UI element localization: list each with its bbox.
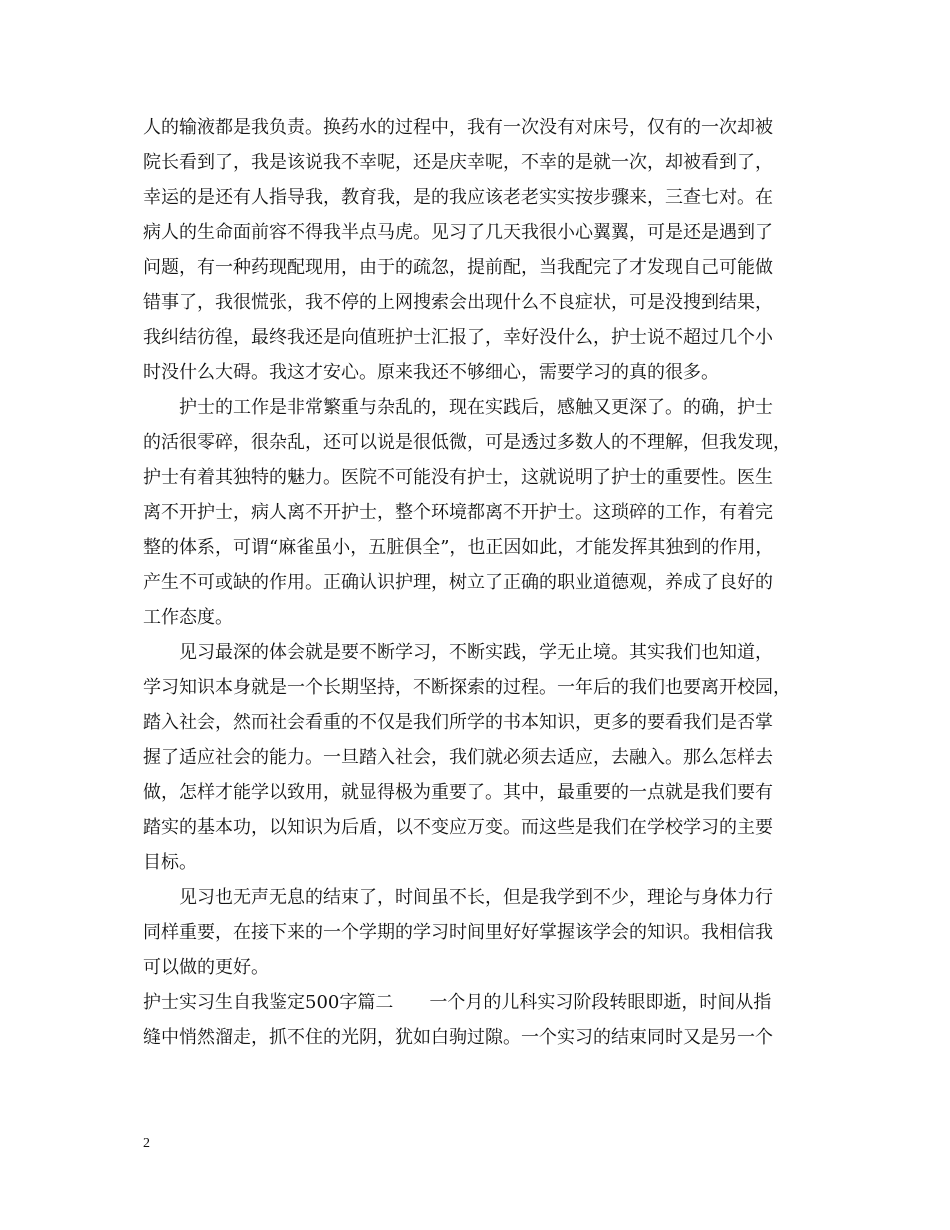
text-line: 病人的生命面前容不得我半点马虎。见习了几天我很小心翼翼，可是还是遇到了 — [143, 222, 773, 243]
text-line: 产生不可或缺的作用。正确认识护理，树立了正确的职业道德观，养成了良好的 — [143, 572, 773, 593]
text-line: 踏实的基本功，以知识为后盾，以不变应万变。而这些是我们在学校学习的主要 — [143, 817, 773, 838]
text-line: 同样重要，在接下来的一个学期的学习时间里好好掌握该学会的知识。我相信我 — [143, 922, 773, 943]
text-line: 学习知识本身就是一个长期坚持，不断探索的过程。一年后的我们也要离开校园， — [143, 677, 791, 698]
text-line: 时没什么大碍。我这才安心。原来我还不够细心，需要学习的真的很多。 — [143, 362, 719, 383]
text-line: 院长看到了，我是该说我不幸呢，还是庆幸呢，不幸的是就一次，却被看到了， — [143, 152, 773, 173]
text-line: 幸运的是还有人指导我，教育我，是的我应该老老实实按步骤来，三查七对。在 — [143, 187, 773, 208]
text-line: 做，怎样才能学以致用，就显得极为重要了。其中，最重要的一点就是我们要有 — [143, 782, 773, 803]
text-line: 人的输液都是我负责。换药水的过程中，我有一次没有对床号，仅有的一次却被 — [143, 117, 773, 138]
text-line: 握了适应社会的能力。一旦踏入社会，我们就必须去适应，去融入。那么怎样去 — [143, 747, 773, 768]
text-line: 整的体系，可谓“麻雀虽小，五脏俱全”，也正因如此，才能发挥其独到的作用， — [143, 537, 774, 558]
text-line: 的活很零碎，很杂乱，还可以说是很低微，可是透过多数人的不理解，但我发现， — [143, 432, 791, 453]
page-number: 2 — [143, 1136, 150, 1151]
paragraph-start: 见习也无声无息的结束了，时间虽不长，但是我学到不少，理论与身体力行 — [179, 887, 773, 908]
paragraph-start: 见习最深的体会就是要不断学习，不断实践，学无止境。其实我们也知道， — [179, 642, 773, 663]
paragraph-start: 护士的工作是非常繁重与杂乱的，现在实践后，感触又更深了。的确，护士 — [179, 397, 773, 418]
section-heading-line: 护士实习生自我鉴定500字篇二 一个月的儿科实习阶段转眼即逝，时间从指 — [143, 992, 772, 1013]
text-line: 工作态度。 — [143, 607, 233, 628]
text-line: 错事了，我很慌张，我不停的上网搜索会出现什么不良症状，可是没搜到结果， — [143, 292, 773, 313]
text-line: 缝中悄然溜走，抓不住的光阴，犹如白驹过隙。一个实习的结束同时又是另一个 — [143, 1027, 773, 1048]
text-line: 护士有着其独特的魅力。医院不可能没有护士，这就说明了护士的重要性。医生 — [143, 467, 773, 488]
text-line: 离不开护士，病人离不开护士，整个环境都离不开护士。这琐碎的工作，有着完 — [143, 502, 773, 523]
text-line: 目标。 — [143, 852, 197, 873]
text-line: 踏入社会，然而社会看重的不仅是我们所学的书本知识，更多的要看我们是否掌 — [143, 712, 773, 733]
text-line: 我纠结彷徨，最终我还是向值班护士汇报了，幸好没什么，护士说不超过几个小 — [143, 327, 773, 348]
text-line: 问题，有一种药现配现用，由于的疏忽，提前配，当我配完了才发现自己可能做 — [143, 257, 773, 278]
text-line: 可以做的更好。 — [143, 957, 269, 978]
